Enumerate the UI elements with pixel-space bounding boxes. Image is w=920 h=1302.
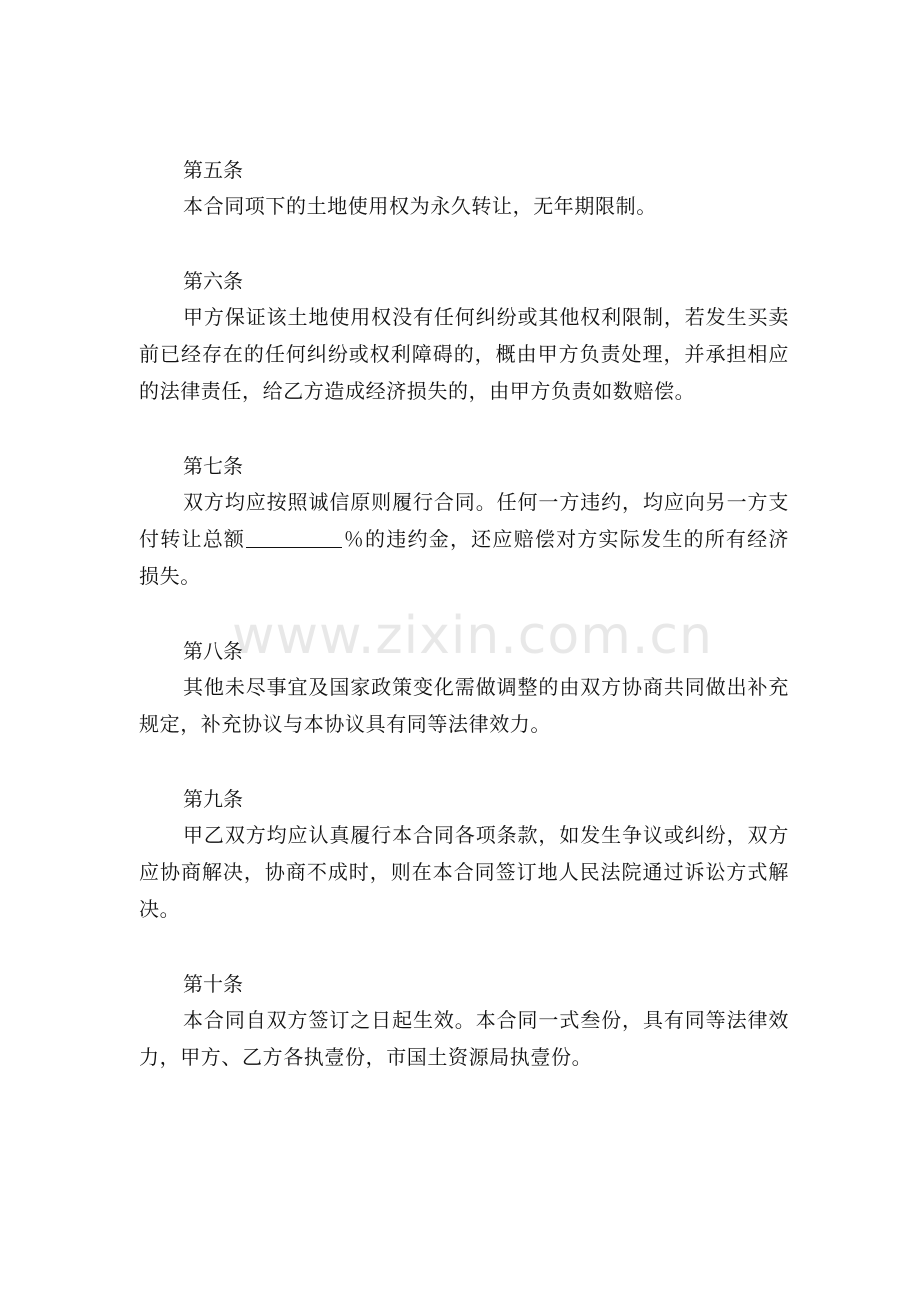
penalty-percent-blank [246, 525, 342, 548]
watermark: www.zixin.com.cn [232, 606, 713, 666]
article-body-after-blank: ％的违约金，还应赔偿对方实际发生的所有经济损失。 [139, 527, 789, 588]
article-body-before-blank: 双方均应按照诚信原则履行合同。任何一方违约，均应向另一方支付转让总额 [139, 490, 789, 551]
article-body: 本合同自双方签订之日起生效。本合同一式叁份，具有同等法律效力，甲方、乙方各执壹份，市国土资源局执壹份。 [139, 1008, 789, 1069]
article-body [139, 484, 789, 595]
article-body: 甲乙双方均应认真履行本合同各项条款，如发生争议或纠纷，双方应协商解决，协商不成时，则在本合同签订地人民法院通过诉讼方式解决。 [139, 823, 789, 921]
article-body: 甲方保证该土地使用权没有任何纠纷或其他权利限制，若发生买卖前已经存在的任何纠纷或权利障碍的，概由甲方负责处理，并承担相应的法律责任，给乙方造成经济损失的，由甲方负责如数赔偿。 [139, 305, 789, 403]
article-title: 第九条 [183, 787, 243, 811]
article-9 [139, 781, 789, 928]
article-body: 其他未尽事宜及国家政策变化需做调整的由双方协商共同做出补充规定，补充协议与本协议具有同等法律效力。 [139, 675, 789, 736]
article-6 [139, 263, 789, 410]
article-title: 第六条 [183, 269, 243, 293]
article-5 [139, 152, 789, 225]
contract-articles [139, 152, 789, 1114]
article-7 [139, 448, 789, 595]
article-title: 第五条 [183, 158, 243, 182]
article-8 [139, 633, 789, 743]
article-10 [139, 966, 789, 1076]
article-title: 第八条 [183, 639, 243, 663]
article-body: 本合同项下的土地使用权为永久转让，无年期限制。 [183, 194, 657, 218]
article-title: 第七条 [183, 454, 243, 478]
article-title: 第十条 [183, 972, 243, 996]
